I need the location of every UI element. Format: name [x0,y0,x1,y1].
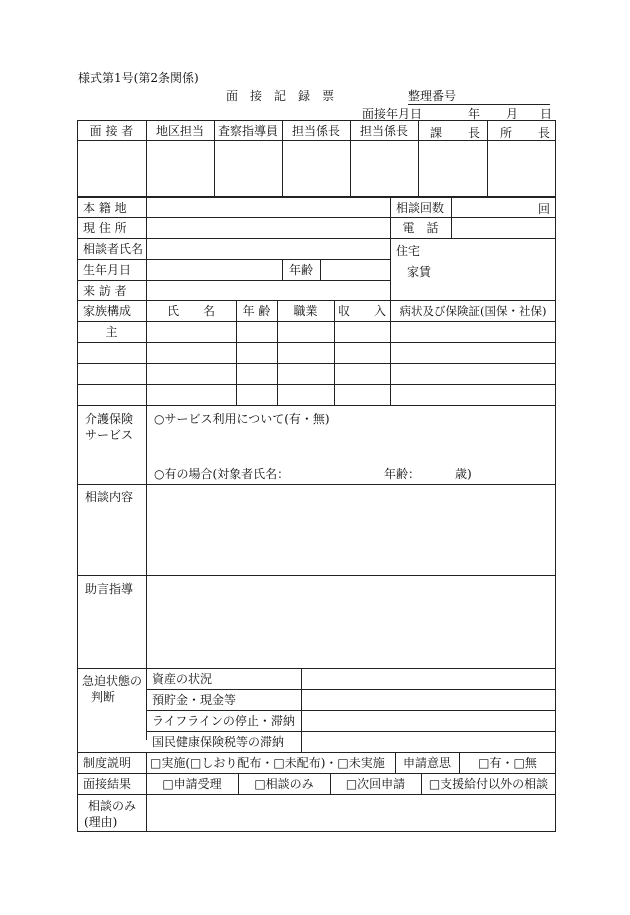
label-jutaku: 住宅 [396,244,421,258]
age-field[interactable] [320,259,390,280]
col-sasatsu: 査察指導員 [217,123,278,138]
label-shimei: 相談者氏名 [83,242,144,256]
kekka-option-soudan[interactable]: □相談のみ [254,777,314,791]
label-family: 家族構成 [83,304,132,318]
kyuhaku-item-3: ライフラインの停止・滞納 [152,714,295,728]
form-code: 様式第1号(第2条関係) [78,71,199,85]
address-field[interactable] [146,217,390,238]
label-soudan-kaisu: 相談回数 [396,200,445,215]
label-kaigo-2: サービス [85,428,134,442]
advice-field[interactable] [146,575,556,668]
family-col-job: 職業 [293,304,318,318]
interviewer-label: 面 接 者 [89,123,134,138]
label-honseki: 本 籍 地 [83,200,127,215]
label-soudan-nomi-1: 相談のみ [88,799,137,813]
label-nenrei: 年齢 [288,263,313,277]
kekka-option-jikai[interactable]: □次回申請 [345,777,406,791]
date-day: 日 [540,107,553,121]
label-soudan-nomi-2: (理由) [84,815,118,829]
label-raihou: 来 訪 者 [83,283,127,298]
phone-field[interactable] [451,217,556,238]
label-kyuhaku-1: 急迫状態の [82,674,143,688]
family-col-name: 氏 名 [166,304,215,318]
date-year: 年 [468,107,481,121]
page-title: 面 接 記 録 票 [226,89,335,103]
date-month: 月 [506,107,519,121]
shinsei-ishi-options[interactable]: □有・□無 [478,756,537,770]
family-col-age: 年 齢 [242,304,271,318]
kyuhaku-item-1: 資産の状況 [152,672,213,686]
col-kakaricho-2: 担当係長 [359,123,408,138]
honseki-field[interactable] [146,197,390,217]
kekka-option-juri[interactable]: □申請受理 [162,777,222,791]
label-kekka: 面接結果 [83,777,132,791]
kyuhaku-item-2: 預貯金・現金等 [152,693,237,707]
kekka-option-other[interactable]: □支援給付以外の相談 [428,777,549,791]
col-kakaricho-1: 担当係長 [291,123,340,138]
family-col-income: 収 入 [337,304,386,318]
family-row-head: 主 [105,325,118,339]
kaigo-age: 年齢： [384,467,421,481]
label-kaigo-1: 介護保険 [85,412,134,426]
col-cho-1: 長 [468,126,481,140]
family-col-health: 病状及び保険証(国保・社保) [399,303,547,318]
label-shinsei-ishi: 申請意思 [402,756,451,770]
label-genjusho: 現 住 所 [83,221,127,235]
kaigo-line1[interactable]: ○サービス利用について(有・無) [154,412,330,426]
label-soudan-naiyou: 相談内容 [85,490,134,504]
seiri-label: 整理番号 [408,89,457,103]
kaigo-line2[interactable]: ○有の場合(対象者氏名： [154,467,290,481]
name-field[interactable] [146,238,390,259]
col-cho-2: 長 [538,126,551,140]
kaigo-sai: 歳) [455,467,472,481]
label-denwa: 電 話 [402,221,439,235]
visitor-field[interactable] [146,280,390,300]
date-label: 面接年月日 [362,107,423,121]
label-jogen: 助言指導 [85,582,134,596]
kai-label: 回 [538,202,551,216]
reason-field[interactable] [146,794,556,832]
label-kyuhaku-2: 判断 [91,690,116,704]
seiri-number-field[interactable] [408,87,550,105]
col-ka: 課 [430,126,443,140]
label-yachin: 家賃 [407,265,432,279]
seido-options[interactable]: □実施(□しおり配布・□未配布)・□未実施 [150,756,385,770]
label-seinen: 生年月日 [83,263,132,277]
col-chiku: 地区担当 [155,123,204,138]
label-seido: 制度説明 [83,756,132,770]
kyuhaku-item-4: 国民健康保険税等の滞納 [152,735,285,749]
consultation-content-field[interactable] [146,484,556,575]
col-sho: 所 [500,126,513,140]
birthdate-field[interactable] [146,259,282,280]
